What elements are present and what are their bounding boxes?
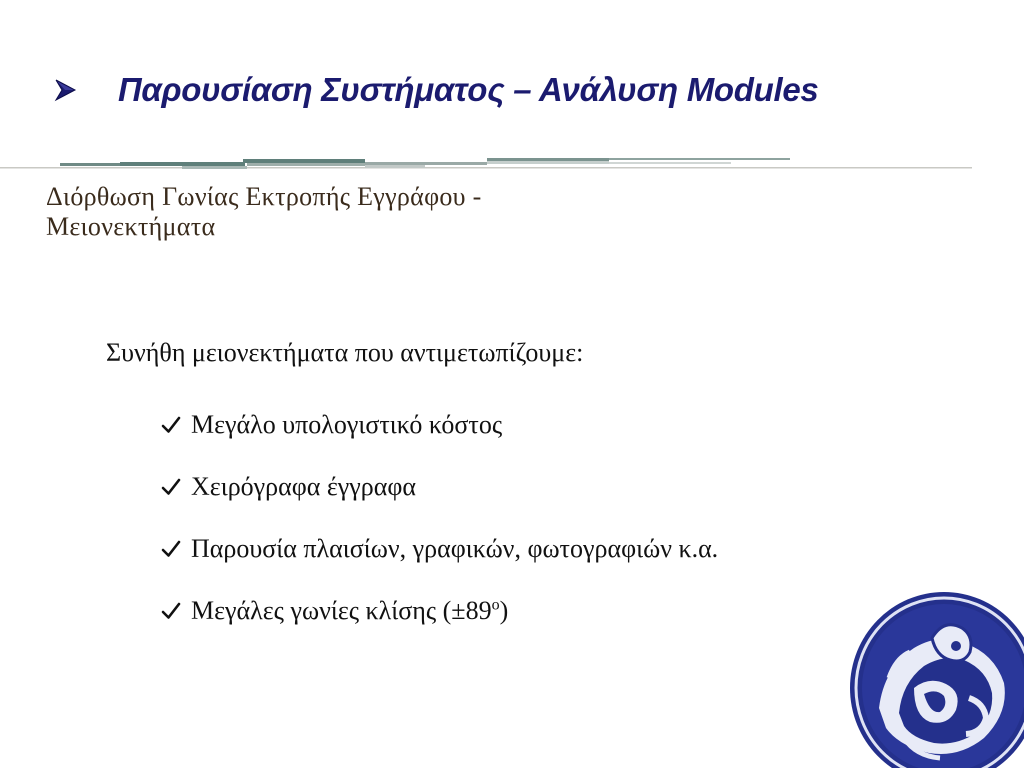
checkmark-icon: [160, 538, 182, 560]
list-item-text: [191, 596, 508, 626]
arrow-right-bullet-icon: [52, 77, 78, 103]
list-item: [160, 580, 718, 642]
list-item-text: Μεγάλο υπολογιστικό κόστος: [191, 410, 503, 439]
university-seal-icon: [844, 588, 1024, 768]
slide-title: Παρουσίαση Συστήματος – Ανάλυση Modules: [118, 71, 819, 108]
list-item: [160, 456, 718, 518]
slide-header: [52, 66, 818, 114]
list-item-text: Χειρόγραφα έγγραφα: [191, 472, 416, 501]
checkmark-icon: [160, 414, 182, 436]
section-title-line-1: Διόρθωση Γωνίας Εκτροπής Εγγράφου -: [46, 182, 482, 211]
list-item: [160, 394, 718, 456]
decorative-divider: [0, 150, 1024, 180]
list-item-text: Παρουσία πλαισίων, γραφικών, φωτογραφιών κ.α.: [191, 534, 719, 563]
section-title: [46, 182, 806, 242]
checkmark-icon: [160, 600, 182, 622]
list-item: [160, 518, 718, 580]
degree-superscript: ο: [491, 596, 500, 614]
section-title-line-2: Μειονεκτήματα: [46, 212, 216, 241]
list-item-text-suffix: ): [499, 596, 509, 625]
list-item-text-main: Μεγάλες γωνίες κλίσης (±89: [191, 596, 492, 625]
checkmark-icon: [160, 476, 182, 498]
intro-text: Συνήθη μειονεκτήματα που αντιμετωπίζουμε:: [106, 338, 584, 367]
disadvantages-list: [160, 394, 718, 642]
